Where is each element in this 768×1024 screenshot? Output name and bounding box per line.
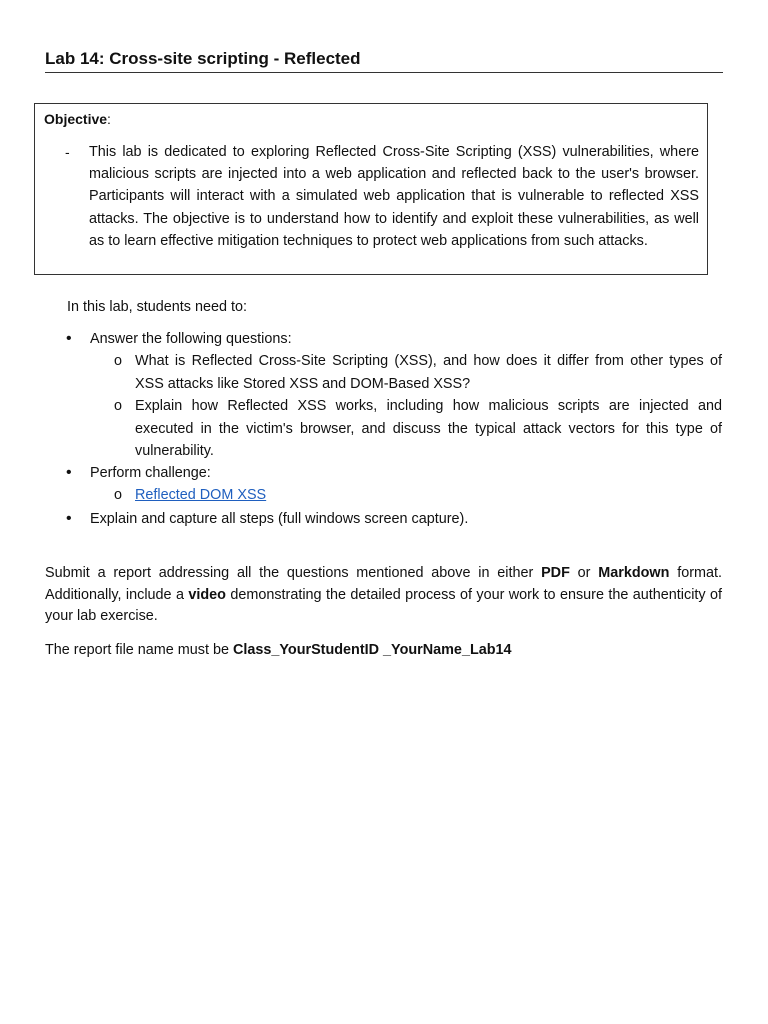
- question-1: What is Reflected Cross-Site Scripting (XSS), and how does it differ from other types of XSS attacks like Stored XSS and DOM-Based XSS?: [135, 353, 722, 392]
- intro-text: In this lab, students need to:: [67, 299, 248, 315]
- report-filename: Class_YourStudentID _YourName_Lab14: [232, 642, 512, 658]
- markdown-format: Markdown: [598, 565, 670, 581]
- sub-item-marker: o: [114, 487, 123, 503]
- reflected-dom-xss-link[interactable]: Reflected DOM XSS: [135, 487, 267, 503]
- sub-item-marker: o: [114, 398, 123, 414]
- question-2: Explain how Reflected XSS works, including how malicious scripts are injected and executed in the victim's browser, and discuss the typical attack vectors for this type of vulnerability.: [135, 398, 722, 459]
- objective-text: This lab is dedicated to exploring Reflected Cross-Site Scripting (XSS) vulnerabilities, where malicious scripts are injected into a web application and reflected back to the user's browser. Participants will interact with a simulated web application that is vulnerable to reflected XSS attacks. The objective is to understand how to identify and exploit these vulnerabilities, as well as to learn effective mitigation techniques to protect web applications from such attacks.: [89, 144, 699, 249]
- sub-item-marker: o: [114, 353, 123, 369]
- video-requirement: video: [188, 586, 226, 603]
- bullet-answer-questions: Answer the following questions:: [90, 331, 292, 347]
- filename-paragraph: [45, 640, 722, 662]
- objective-box: [34, 103, 708, 275]
- bullet-explain-capture: Explain and capture all steps (full windows screen capture).: [90, 511, 469, 527]
- submit-text-2: or: [569, 565, 599, 581]
- bullet-marker: •: [66, 464, 72, 481]
- bullet-marker: •: [66, 510, 72, 527]
- objective-heading: [44, 110, 111, 128]
- submit-paragraph: [45, 563, 722, 628]
- bullet-marker: •: [66, 330, 72, 347]
- objective-colon: :: [107, 111, 111, 127]
- pdf-format: PDF: [541, 565, 570, 581]
- bullet-perform-challenge: Perform challenge:: [90, 465, 211, 481]
- filename-prefix: The report file name must be: [45, 642, 233, 658]
- submit-text-3: format. Additionally, include a: [45, 565, 722, 603]
- objective-dash: -: [65, 144, 70, 160]
- objective-label: Objective: [44, 111, 108, 127]
- submit-text-4: demonstrating the detailed process of your work to ensure the authenticity of your lab exercise.: [45, 586, 722, 624]
- challenge-item: [135, 484, 722, 507]
- submit-text-1: Submit a report addressing all the questions mentioned above in either: [45, 565, 542, 581]
- page-title: Lab 14: Cross-site scripting - Reflected: [45, 48, 723, 73]
